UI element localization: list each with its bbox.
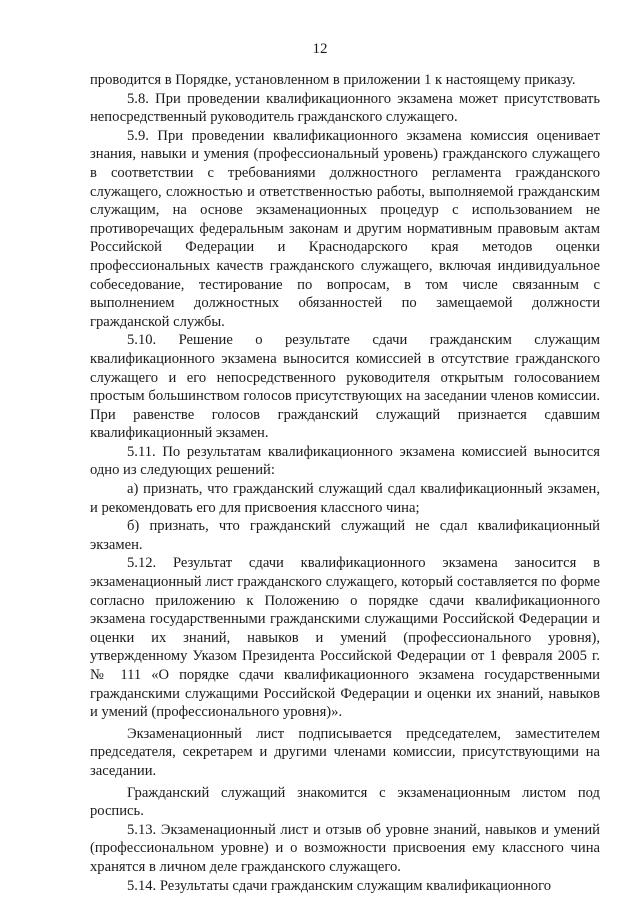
paragraph-5-11: 5.11. По результатам квалификационного экзамена комиссией выносится одно из следующих решений:	[90, 443, 600, 479]
paragraph-5-11-a: а) признать, что гражданский служащий сдал квалификационный экзамен, и рекомендовать его для присвоения классного чина;	[90, 481, 600, 516]
paragraph-5-14: 5.14. Результаты сдачи гражданским служащим квалификационного	[127, 877, 552, 894]
paragraph-continuation: проводится в Порядке, установленном в приложении 1 к настоящему приказу.	[90, 72, 576, 88]
paragraph-exam-sheet-signing: Экзаменационный лист подписывается председателем, заместителем председателя, секретарем и другими членами комиссии, присутствующими на заседании.	[90, 725, 600, 779]
paragraph-5-13: 5.13. Экзаменационный лист и отзыв об уровне знаний, навыков и умений (профессиональном уровне) и о возможности присвоения ему классного чина хранятся в личном деле гражданского служащего.	[90, 821, 600, 875]
paragraph-exam-sheet-acknowledgement: Гражданский служащий знакомится с экзаменационным листом под роспись.	[90, 784, 600, 820]
page-number: 12	[312, 41, 328, 57]
paragraph-5-10: 5.10. Решение о результате сдачи гражданским служащим квалификационного экзамена выносится комиссией в отсутствие гражданского служащего и его непосредственного руководителя открытым голосованием простым большинством голосов присутствующих на заседании членов комиссии. При равенстве голосов гражданский служащий признается сдавшим квалификационный экзамен.	[90, 332, 600, 442]
paragraph-5-11-b: б) признать, что гражданский служащий не сдал квалификационный экзамен.	[90, 518, 600, 553]
paragraph-5-12: 5.12. Результат сдачи квалификационного экзамена заносится в экзаменационный лист гражданского служащего, который составляется по форме согласно приложению к Положению о порядке сдачи квалификационного экзамена государственными гражданскими служащими Российской Федерации и оценки их знаний, навыков и умений (профессионального уровня), утвержденному Указом Президента Российской Федерации от 1 февраля 2005 г. № 111 «О порядке сдачи квалификационного экзамена государственными гражданскими служащими Российской Федерации и оценки их знаний, навыков и умений (профессионального уровня)».	[90, 555, 600, 721]
document-body	[90, 71, 600, 895]
paragraph-5-8: 5.8. При проведении квалификационного экзамена может присутствовать непосредственный руководитель гражданского служащего.	[90, 90, 600, 126]
paragraph-5-9: 5.9. При проведении квалификационного экзамена комиссия оценивает знания, навыки и умения (профессиональный уровень) гражданского служащего в соответствии с требованиями должностного регламента гражданского служащего, сложностью и ответственностью работы, выполняемой гражданским служащим, на основе экзаменационных процедур с использованием не противоречащих федеральным законам и другим нормативным правовым актам Российской Федерации и Краснодарского края методов оценки профессиональных качеств гражданского служащего, включая индивидуальное собеседование, тестирование по вопросам, в том числе связанным с выполнением должностных обязанностей по замещаемой должности гражданской службы.	[90, 127, 600, 330]
